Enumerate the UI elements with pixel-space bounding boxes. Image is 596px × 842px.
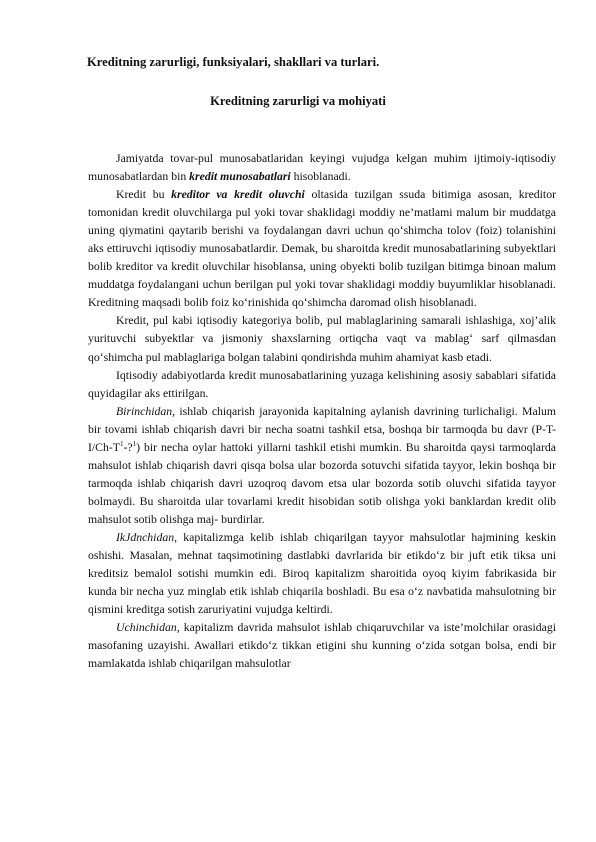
term-kredit-munosabatlari: kredit munosabatlari xyxy=(189,170,291,184)
paragraph-6-lead: IkJdnchidan, xyxy=(116,530,178,544)
paragraph-1-text: Jamiyatda tovar-pul munosabatlaridan keyingi vujudga kelgan muhim ijtimoiy-iqtisodiy munosabatlardan bin xyxy=(88,152,556,184)
paragraph-1 xyxy=(88,150,556,186)
paragraph-2-start: Kredit bu xyxy=(116,188,172,202)
paragraph-4: Iqtisodiy adabiyotlarda kredit munosabatlarining yuzaga kelishining asosiy sabablari sifatida quyidagilar aks ettirilgan. xyxy=(88,368,556,400)
paragraph-1-end: hisoblanadi. xyxy=(290,170,351,184)
superscript-2: 1 xyxy=(132,439,137,448)
body-text xyxy=(88,150,556,673)
section-title: Kreditning zarurligi va mohiyati xyxy=(210,94,386,108)
term-kreditor-kredit-oluvchi: kreditor va kredit oluvchi xyxy=(171,188,305,202)
paragraph-5-text-a: ishlab chiqarish jarayonida kapitalning aylanish davrining turlichaligi. Malum bir tovami ishlab chiqarish davri bir necha soatni tashkil etsa, boshqa bir tarmoqda bu davr (P-T-I/Ch-T xyxy=(88,404,556,454)
paragraph-2-text: oltasida tuzilgan ssuda bitimiga asosan, kreditor tomonidan kredit oluvchilarga pul yoki tovar shaklidagi moddiy ne’matlami malum bir muddatga uning qiymatini qaytarib berishi va foydalangan davri uchun qo‘shimcha tolov (foiz) tolanishini aks ettiruvchi iqtisodiy munosabatlardir. Demak, bu sharoitda kredit munosabatlarining subyektlari bolib kreditor va kredit oluvchilar hisoblansa, uning obyekti bolib tuzilgan bitimga binoan malum muddatga foydalangani uchun berilgan pul yoki tovar shaklidagi moddiy buyumliklar hisoblanadi. Kreditning maqsadi bolib foiz ko‘rinishida qo‘shimcha daromad olish hisoblanadi. xyxy=(88,188,556,310)
paragraph-5-text-b: -? xyxy=(123,440,133,454)
document-title: Kreditning zarurligi, funksiyalari, shakllari va turlari. xyxy=(87,55,380,69)
paragraph-3: Kredit, pul kabi iqtisodiy kategoriya bolib, pul mablaglarining samarali ishlashiga, xoj’alik yurituvchi subyektlar va jismoniy shaxslarning ortiqcha vaqt va mablag‘ sarf qilmasdan qo‘shimcha pul mablaglariga bolgan talabini qondirishda muhim ahamiyat kasb etadi. xyxy=(88,314,556,364)
paragraph-5 xyxy=(88,403,556,529)
paragraph-6 xyxy=(88,529,556,619)
superscript-1: 1 xyxy=(119,439,124,448)
paragraph-7-lead: Uchinchidan, xyxy=(116,621,180,635)
paragraph-2 xyxy=(88,186,556,312)
paragraph-5-lead: Birinchidan, xyxy=(116,404,176,418)
paragraph-7 xyxy=(88,619,556,673)
paragraph-5-text-c: ) bir necha oylar hattoki yillarni tashkil etishi mumkin. Bu sharoitda qaysi tarmoqlarda mahsulot ishlab chiqarish davri qisqa bolsa ular bozorda sotuvchi sifatida tayyor, lekin boshqa bir tarmoqda ishlab chiqarish davri uzoqroq davom etsa ular bozorda sotib oluvchi sifatida tayyor bolmaydi. Bu sharoitda ular tovarlami kredit hisobidan sotib olishga yoki banklardan kredit olib mahsulot sotib olishga maj- burdirlar. xyxy=(88,440,556,526)
paragraph-6-text: kapitalizmga kelib ishlab chiqarilgan tayyor mahsulotlar hajmining keskin oshishi. Masalan, mehnat taqsimotining dastlabki davrlarida bir etikdo‘z bir juft etik tiksa uni kreditsiz bemalol sotishi mumkin edi. Biroq kapitalizm sharoitida oyoq kiyim fabrikasida bir kunda bir necha yuz minglab etik ishlab chiqarila boshladi. Bu esa o‘z navbatida mahsulotning bir qismini kreditga sotish zaruriyatini vujudga keltirdi. xyxy=(88,530,556,617)
paragraph-7-text: kapitalizm davrida mahsulot ishlab chiqaruvchilar va iste’molchilar orasidagi masofaning uzayishi. Awallari etikdo‘z tikkan etigini shu kunning o‘zida sotgan bolsa, endi bir mamlakatda ishlab chiqarilgan mahsulotlar xyxy=(88,621,556,671)
